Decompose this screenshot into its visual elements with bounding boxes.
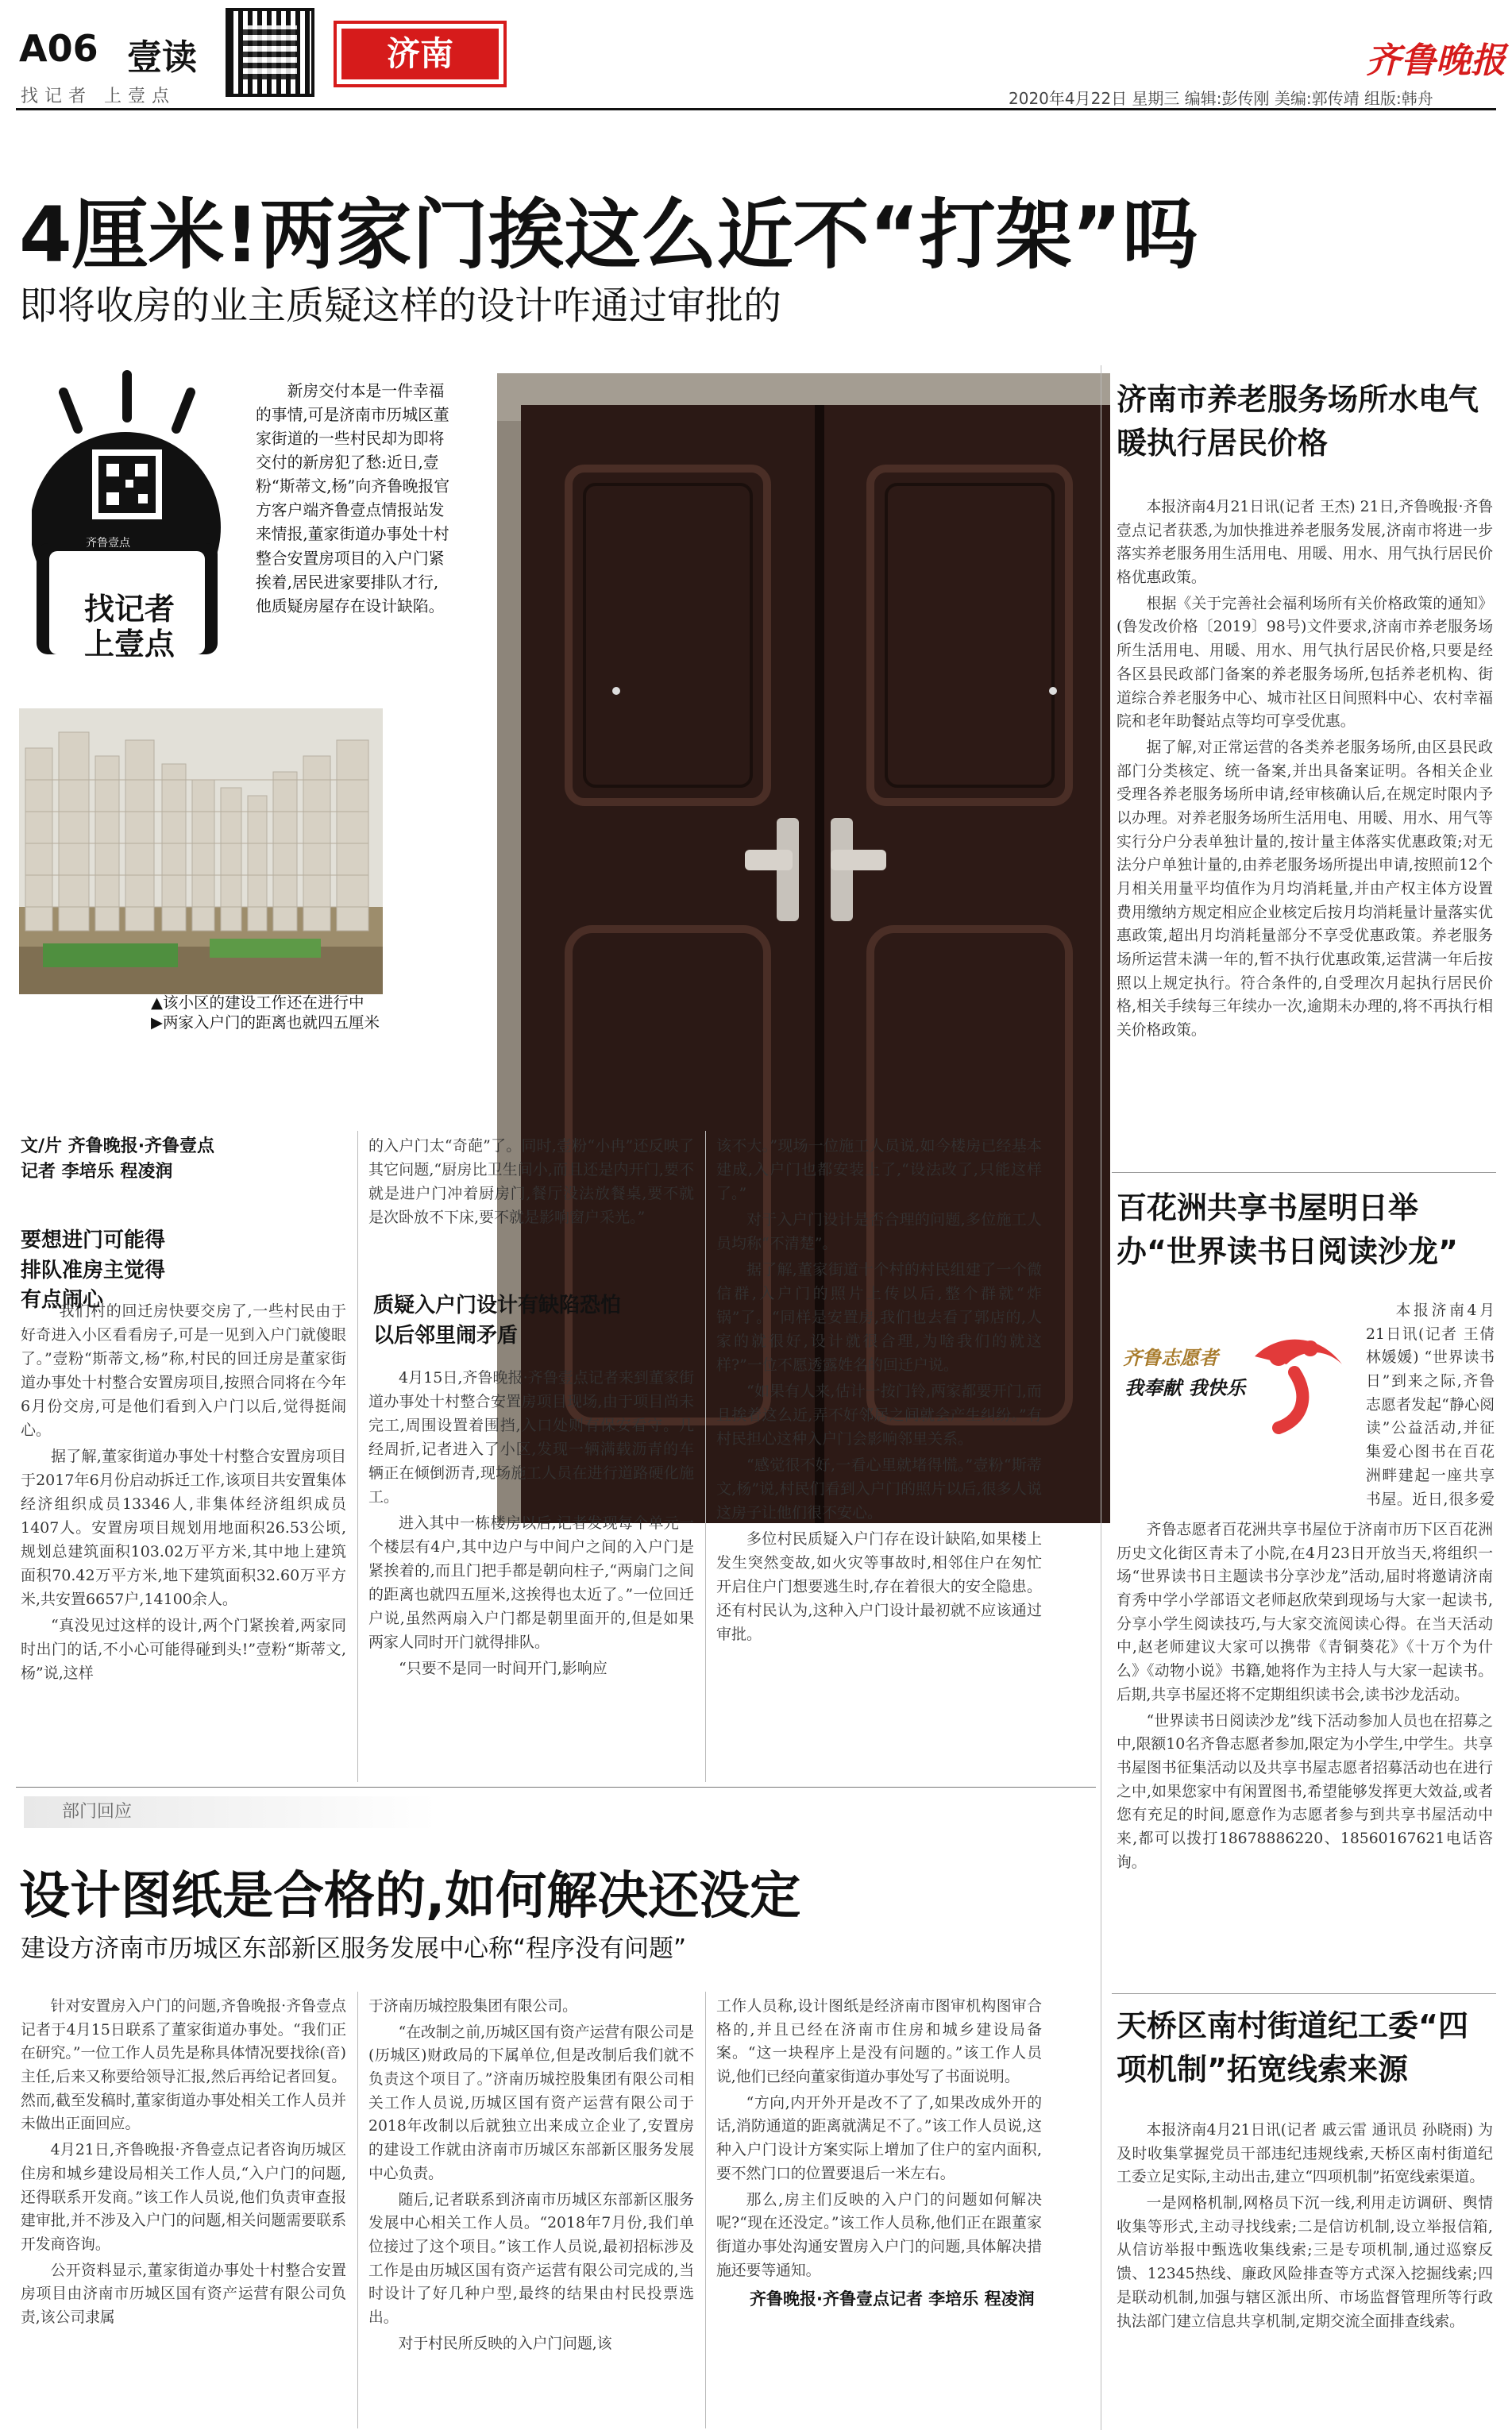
badge-small-label: 齐鲁壹点 <box>86 537 130 550</box>
para: “只要不是同一时间开门,影响应 <box>399 1660 608 1678</box>
column-slogan: 找记者 上壹点 <box>21 87 176 106</box>
edition-meta: 2020年4月22日 星期三 编辑:彭传刚 美编:郭传靖 组版:韩舟 <box>1009 89 1433 108</box>
second-col3 <box>716 1995 1042 2314</box>
para: 随后,记者联系到济南市历城区东部新区服务发展中心相关工作人员。“2018年7月份,我们单位接过了这个项目。”该工作人员说,最初招标涉及工作是由历城区国有资产运营有限公司完成的,当时设计了好几种户型,最终的结果由村民投票选出。 <box>368 2191 694 2326</box>
credits <box>21 1134 214 1185</box>
para: 本报济南4月21日讯(记者 王倩 林媛媛) “世界读书日”到来之际,齐鲁志愿者发起“静心阅读”公益活动,并征集爱心图书在百花洲畔建起一座共享书屋。近日,很多爱 <box>1366 1302 1495 1508</box>
col-divider <box>357 1992 358 2428</box>
subhead-1: 要想进门可能得排队准房主觉得有点闹心 <box>21 1229 166 1313</box>
para: 多位村民质疑入户门存在设计缺陷,如果楼上发生突然变故,如火灾等事故时,相邻住户在匆忙开启住户门想要逃生时,存在着很大的安全隐患。还有村民认为,这种入户门设计最初就不应该通过审批。 <box>716 1530 1042 1644</box>
para: 根据《关于完善社会福利场所有关价格政策的通知》(鲁发改价格〔2019〕98号)文件要求,济南市养老服务场所生活用电、用暖、用水、用气执行居民价格,只要是经各区县民政部门备案的养老服务场所,包括养老机构、街道综合养老服务中心、城市社区日间照料中心、农村幸福院和老年助餐站点等均可享受优惠。 <box>1117 595 1493 731</box>
section-tag: 济南 <box>341 29 499 79</box>
section-rule <box>16 1787 1096 1788</box>
second-credit: 齐鲁晚报·齐鲁壹点记者 李培乐 程凌润 <box>750 2289 1035 2309</box>
newspaper-logo: 齐鲁晚报 <box>1366 41 1506 81</box>
badge-line1: 找记者 <box>83 592 175 627</box>
qr-code-icon[interactable] <box>226 8 314 97</box>
construction-site-photo <box>19 708 383 994</box>
para: 4月15日,齐鲁晚报·齐鲁壹点记者来到董家街道办事处十村整合安置房项目现场,由于项目尚未完工,周围设置着围挡,入口处则有保安看守。几经周折,记者进入了小区,发现一辆满载沥青的车辆正在倾倒沥青,现场施工人员在进行道路硬化施工。 <box>368 1369 694 1506</box>
para: “在改制之前,历城区国有资产运营有限公司是(历城区)财政局的下属单位,但是改制后我们就不负责这个项目了。”济南历城控股集团有限公司相关工作人员说,历城区国有资产运营有限公司于2018年改制以后就独立出来成立企业了,安置房的建设工作就由济南市历城区东部新区服务发展中心负责。 <box>368 2023 695 2182</box>
para: 据了解,董家街道办事处十村整合安置房项目于2017年6月份启动拆迁工作,该项目共安置集体经济组织成员13346人,非集体经济组织成员1407人。安置房项目规划用地面积26.53公顷,规划总建筑面积103.02万平方米,其中地上建筑面积70.42万平方米,地下建筑面积32.60万平方米,共安置6657户,14100余人。 <box>21 1448 346 1609</box>
para: 该不大。”现场一位施工人员说,如今楼房已经基本建成,入户门也都安装上了,“设法改了,只能这样了。” <box>716 1137 1042 1203</box>
col-divider <box>705 1992 706 2428</box>
right-rule <box>1112 1172 1496 1173</box>
page-number: A06 <box>19 27 98 70</box>
badge-text <box>78 592 181 662</box>
right-story1-title: 济南市养老服务场所水电气暖执行居民价格 <box>1117 382 1479 461</box>
para: “世界读书日阅读沙龙”线下活动参加人员也在招募之中,限额10名齐鲁志愿者参加,限定为小学生,中学生。共享书屋图书征集活动以及共享书屋志愿者招募活动也在进行之中,如果您家中有闲置图书,希望能够发挥更大效益,或者您有充足的时间,愿意作为志愿者参与到共享书屋活动中来,都可以拨打18678886220、18560167621电话咨询。 <box>1117 1712 1493 1871</box>
caption-1: ▲该小区的建设工作还在进行中 <box>151 993 364 1012</box>
para: 一是网格机制,网格员下沉一线,利用走访调研、舆情收集等形式,主动寻找线索;二是信访机制,设立举报信箱,从信访举报中甄选收集线索;三是专项机制,通过巡察反馈、12345热线、廉政风险排查等方式深入挖掘线索;四是联动机制,加强与辖区派出所、市场监督管理所等行政执法部门建立信息共享机制,定期交流全面排查线索。 <box>1117 2195 1493 2330</box>
para: “我们村的回迁房快要交房了,一些村民由于好奇进入小区看看房子,可是一见到入户门就傻眼了。”壹粉“斯蒂文,杨”称,村民的回迁房是董家街道办事处十村整合安置房项目,按照合同将在今年6月份交房,可是他们看到入户门以后,觉得挺闹心。 <box>21 1302 346 1440</box>
para: 那么,房主们反映的入户门的问题如何解决呢?“现在还没定。”该工作人员称,他们正在跟董家街道办事处沟通安置房入户门的问题,具体解决措施还要等通知。 <box>716 2191 1042 2279</box>
main-headline: 4厘米!两家门挨这么近不“打架”吗 <box>19 191 1198 280</box>
para: “如果有人来,估计一按门铃,两家都要开门,而且挨着这么近,弄不好邻居之间就会产生纠纷。”有村民担心这种入户门会影响邻里关系。 <box>716 1383 1042 1448</box>
second-headline: 设计图纸是合格的,如何解决还没定 <box>19 1867 801 1926</box>
para: “真没见过这样的设计,两个门紧挨着,两家同时出门的话,不小心可能得碰到头!”壹粉“斯蒂文,杨”说,这样 <box>21 1617 346 1683</box>
main-col1 <box>21 1299 346 1688</box>
para: “感觉很不好,一看心里就堵得慌。”壹粉“斯蒂文,杨”说,村民们看到入户门的照片以后,很多人说这房子让他们很不安心。 <box>716 1456 1042 1522</box>
para: 公开资料显示,董家街道办事处十村整合安置房项目由济南市历城区国有资产运营有限公司负责,该公司隶属 <box>21 2262 346 2326</box>
photo-captions <box>151 993 380 1033</box>
para: “方向,内开外开是改不了了,如果改成外开的话,消防通道的距离就满足不了。”该工作人员说,这种入户门设计方案实际上增加了住户的室内面积,要不然门口的位置要退后一米左右。 <box>716 2094 1042 2182</box>
badge-line2: 上壹点 <box>83 626 175 662</box>
right-story3-title: 天桥区南村街道纪工委“四项机制”拓宽线索来源 <box>1117 2008 1468 2088</box>
main-col2 <box>368 1366 694 1683</box>
second-col1 <box>21 1995 346 2332</box>
main-col3 <box>716 1134 1042 1649</box>
col-divider <box>357 1131 358 1782</box>
second-col2 <box>368 1995 694 2358</box>
right-story2-title: 百花洲共享书屋明日举办“世界读书日阅读沙龙” <box>1117 1190 1458 1270</box>
para: 本报济南4月21日讯(记者 王杰) 21日,齐鲁晚报·齐鲁壹点记者获悉,为加快推进养老服务发展,济南市将进一步落实养老服务用生活用电、用暖、用水、用气执行居民价格优惠政策。 <box>1117 499 1493 587</box>
para: 对于村民所反映的入户门问题,该 <box>398 2335 612 2352</box>
column-name: 壹读 <box>127 37 197 78</box>
para: 齐鲁志愿者百花洲共享书屋位于济南市历下区百花洲历史文化街区青未了小院,在4月23日开放当天,将组织一场“世界读书日主题读书分享沙龙”活动,届时将邀请济南育秀中学小学部语文老师赵欣荣到现场与大家一起读书,分享小学生阅读技巧,与大家交流阅读心得。在当天活动中,赵老师建议大家可以携带《青铜葵花》《十万个为什么》《动物小说》书籍,她将作为主持人与大家一起读书。后期,共享书屋还将不定期组织读书会,读书沙龙活动。 <box>1117 1522 1493 1703</box>
volunteer-logo-text1: 齐鲁志愿者 <box>1123 1346 1218 1369</box>
para: 据了解,对正常运营的各类养老服务场所,由区县民政部门分类核定、统一备案,并出具备案证明。各相关企业受理各养老服务场所申请,经审核确认后,在规定时限内予以办理。对养老服务场所生活用电、用暖、用水、用气等实行分户分表单独计量的,按计量主体落实优惠政策;对无法分户单独计量的,由养老服务场所提出申请,按照前12个月相关用量平均值作为月均消耗量,并由产权主体方设置费用缴纳方规定相应企业核定后按月均消耗量计量落实优惠政策,超出月均消耗量部分不享受优惠政策。养老服务场所运营未满一年的,暂不执行优惠政策,运营满一年后按照以上规定执行。符合条件的,自受理次月起执行居民价格,相关手续每三年续办一次,逾期未办理的,将不再执行相关价格政策。 <box>1117 739 1493 1040</box>
right-story2-lead <box>1366 1299 1495 1514</box>
main-subheadline: 即将收房的业主质疑这样的设计咋通过审批的 <box>19 284 782 328</box>
intro-paragraph: 新房交付本是一件幸福的事情,可是济南市历城区董家街道的一些村民却为即将交付的新房犯了愁:近日,壹粉“斯蒂文,杨”向齐鲁晚报官方客户端齐鲁壹点情报站发来情报,董家街道办事处十村整合安置房项目的入户门紧挨着,居民进家要排队才行,他质疑房屋存在设计缺陷。 <box>256 382 450 615</box>
second-subheadline: 建设方济南市历城区东部新区服务发展中心称“程序没有问题” <box>21 1934 687 1963</box>
para: 对于入户门设计是否合理的问题,多位施工人员均称“不清楚”。 <box>716 1211 1042 1253</box>
para: 进入其中一栋楼房以后,记者发现每个单元一个楼层有4户,其中边户与中间户之间的入户门是紧挨着的,而且门把手都是朝向柱子,“两扇门之间的距离也就四五厘米,这挨得也太近了。”一位回迁户说,虽然两扇入户门都是朝里面开的,但是如果两家人同时开门就得排队。 <box>368 1514 694 1652</box>
credit-line2: 记者 李培乐 程凌润 <box>21 1161 173 1182</box>
para: 针对安置房入户门的问题,齐鲁晚报·齐鲁壹点记者于4月15日联系了董家街道办事处。“我们正在研究。”一位工作人员先是称具体情况要找徐(音)主任,后来又称要给领导汇报,然后再给记者回复。然而,截至发稿时,董家街道办事处相关工作人员并未做出正面回应。 <box>21 1998 346 2133</box>
right-rule <box>1112 1993 1496 1994</box>
department-response-tag: 部门回应 <box>24 1796 437 1828</box>
col-divider <box>705 1131 706 1782</box>
volunteer-logo-text2: 我奉献 我快乐 <box>1124 1377 1246 1399</box>
credit-line1: 文/片 齐鲁晚报·齐鲁壹点 <box>21 1136 215 1156</box>
para: 4月21日,齐鲁晚报·齐鲁壹点记者咨询历城区住房和城乡建设局相关工作人员,“入户门的问题,还得联系开发商。”该工作人员说,他们负责审查报建审批,并不涉及入户门的问题,相关问题需要联系开发商咨询。 <box>21 2142 346 2253</box>
para: 本报济南4月21日讯(记者 戚云雷 通讯员 孙晓雨) 为及时收集掌握党员干部违纪违规线索,天桥区南村街道纪工委立足实际,主动出击,建立“四项机制”拓宽线索渠道。 <box>1117 2122 1493 2186</box>
caption-2: ▶两家入户门的距离也就四五厘米 <box>151 1013 380 1032</box>
header-rule <box>16 108 1496 110</box>
right-story3-body <box>1117 2119 1493 2336</box>
para: 工作人员称,设计图纸是经济南市图审机构图审合格的,并且已经在济南市住房和城乡建设局备案。“这一块程序上是没有问题的。”该工作人员说,他们已经向董家街道办事处写了书面说明。 <box>716 1998 1042 2086</box>
para: 的入户门太“奇葩”了。同时,壹粉“小冉”还反映了其它问题,“厨房比卫生间小,而且还是内开门,要不就是进户门冲着厨房门,餐厅没法放餐桌,要不就是次卧放不下床,要不就是影响窗户采光。” <box>368 1137 694 1227</box>
para: 于济南历城控股集团有限公司。 <box>368 1998 577 2015</box>
subhead-2: 质疑入户门设计有缺陷恐怕以后邻里闹矛盾 <box>373 1294 622 1348</box>
para: 据了解,董家街道十个村的村民组建了一个微信群,入户门的照片上传以后,整个群就“炸锅”了。“同样是安置房,我们也去看了郭店的,人家的就很好,设计就很合理,为啥我们的就这样?”一位不愿透露姓名的回迁户说。 <box>716 1261 1042 1375</box>
right-story2-body <box>1117 1518 1493 1877</box>
main-col2-top <box>368 1134 694 1232</box>
right-story1-body <box>1117 496 1493 1045</box>
